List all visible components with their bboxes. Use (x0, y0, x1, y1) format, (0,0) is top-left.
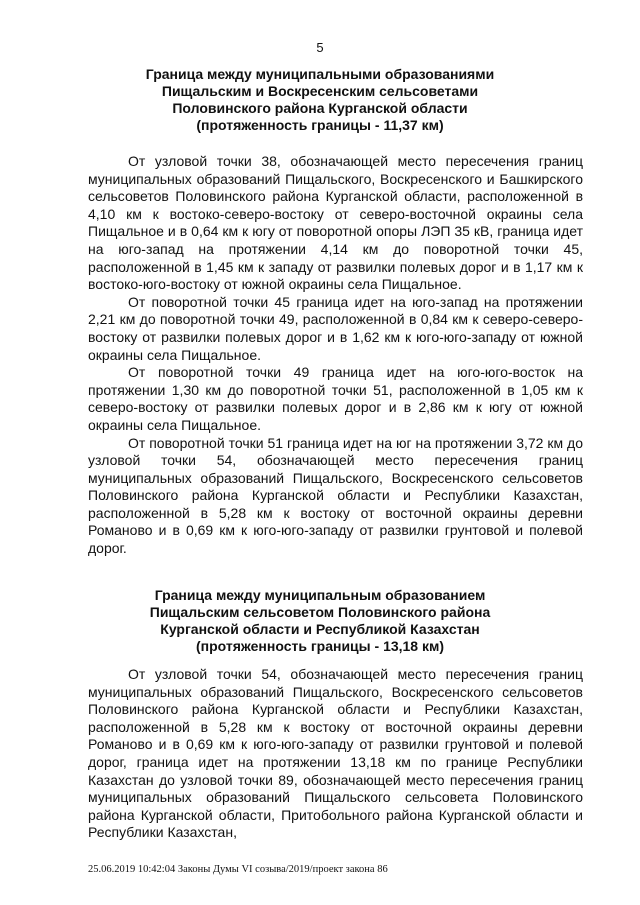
paragraph: От узловой точки 38, обозначающей место пересечения границ муниципальных образований Пищальского, Воскресенского и Башкирского сельсоветов Половинского района Курганской области, расположенной в 4,10 км к востоко-северо-востоку от северо-восточной окраины села Пищальное и в 0,64 км к югу от поворотной опоры ЛЭП 35 кВ, граница идет на юго-запад на протяжении 4,14 км до поворотной точки 45, расположенной в 1,45 км к западу от развилки полевых дорог и в 1,17 км к востоко-юго-востоку от южной окраины села Пищальное. (88, 153, 583, 293)
heading-line: (протяженность границы - 13,18 км) (195, 638, 445, 654)
section-2-body (88, 666, 583, 842)
paragraph: От поворотной точки 49 граница идет на юго-юго-восток на протяжении 1,30 км до поворотной точки 51, расположенной в 1,05 км к северо-востоку от развилки полевых дорог и в 2,86 км к югу от южной окраины села Пищальное. (88, 364, 583, 433)
section-1-body (88, 153, 583, 558)
heading-line: Пищальским и Воскресенским сельсоветами (161, 83, 479, 99)
document-footer: 25.06.2019 10:42:04 Законы Думы VI созыва/2019/проект закона 86 (88, 864, 388, 875)
heading-line: Граница между муниципальным образованием (154, 587, 486, 603)
page-number: 5 (316, 40, 324, 55)
heading-line: (протяженность границы - 11,37 км) (196, 117, 444, 133)
heading-line: Пищальским сельсоветом Половинского района (149, 604, 491, 620)
heading-line: Курганской области и Республикой Казахстан (160, 621, 480, 637)
paragraph: От поворотной точки 51 граница идет на юг на протяжении 3,72 км до узловой точки 54, обозначающей место пересечения границ муниципальных образований Пищальского, Воскресенского сельсоветов Половинского района Курганской области и Республики Казахстан, расположенной в 5,28 км к востоку от восточной окраины деревни Романово и в 0,69 км к юго-юго-западу от развилки грунтовой и полевой дорог. (88, 434, 583, 557)
heading-line: Граница между муниципальными образованиями (145, 66, 495, 82)
section-2-heading (60, 587, 580, 655)
section-1-heading (60, 66, 580, 134)
paragraph: От поворотной точки 45 граница идет на юго-запад на протяжении 2,21 км до поворотной точки 49, расположенной в 0,84 км к северо-северо-востоку от развилки полевых дорог и в 1,62 км к юго-юго-западу от южной окраины села Пищальное. (88, 293, 583, 363)
paragraph: От узловой точки 54, обозначающей место пересечения границ муниципальных образований Пищальского, Воскресенского сельсоветов Половинского района Курганской области и Республики Казахстан, расположенной в 5,28 км к востоку от восточной окраины деревни Романово и в 0,69 км к юго-юго-западу от развилки грунтовой и полевой дорог, граница идет на протяжении 13,18 км по границе Республики Казахстан до узловой точки 89, обозначающей место пересечения границ муниципальных образований Пищальского сельсовета Половинского района Курганской области, Притобольного района Курганской области и Республики Казахстан, (88, 666, 583, 841)
heading-line: Половинского района Курганской области (172, 100, 468, 116)
